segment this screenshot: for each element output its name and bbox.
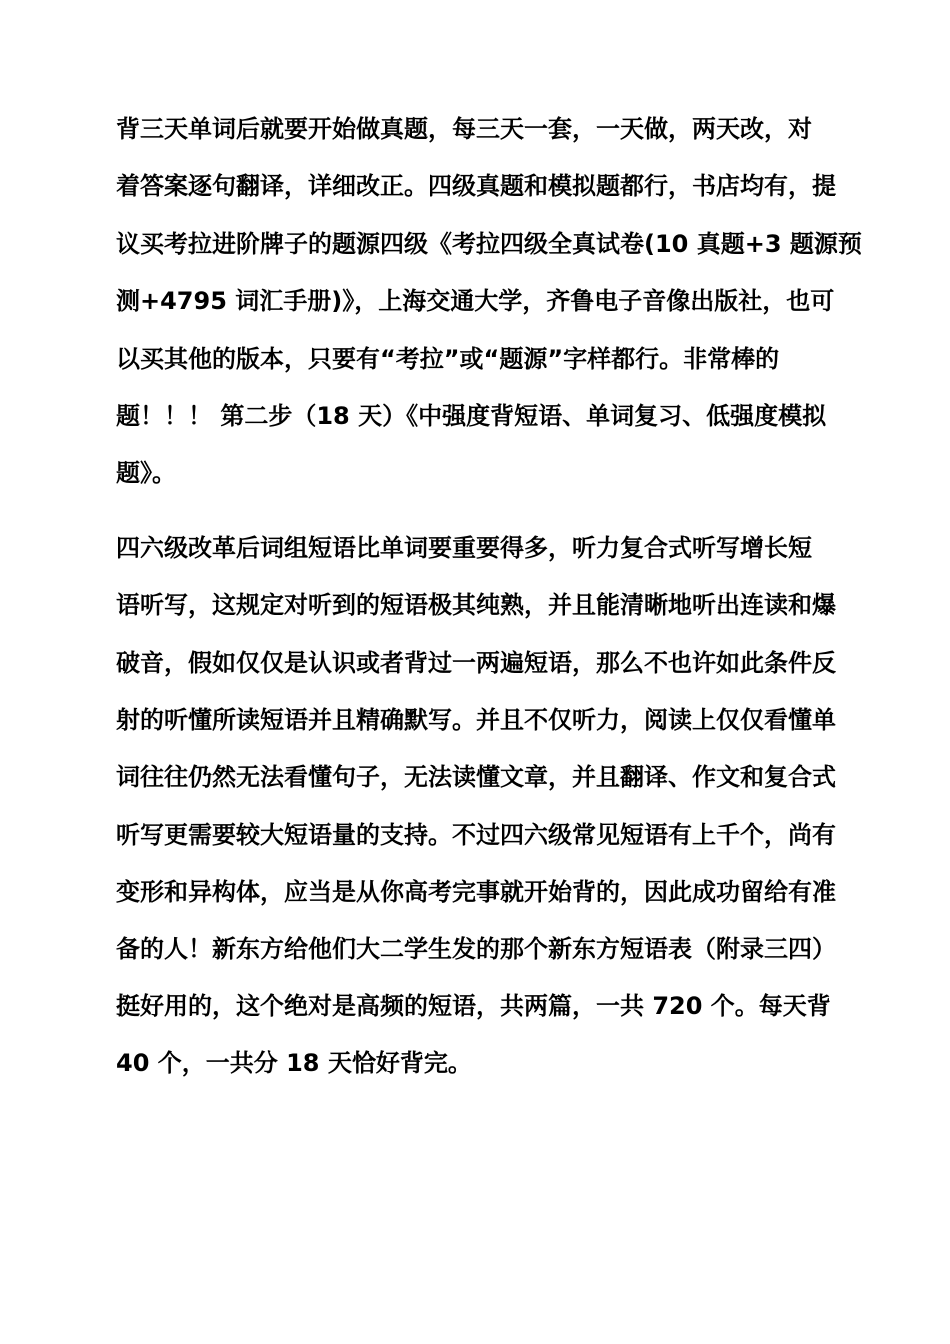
paragraph-line: 备的人！新东方给他们大二学生发的那个新东方短语表（附录三四） xyxy=(116,935,836,963)
paragraph-line: 议买考拉进阶牌子的题源四级《考拉四级全真试卷(10 真题+3 题源预 xyxy=(116,230,862,258)
paragraph-line: 语听写，这规定对听到的短语极其纯熟，并且能清晰地听出连读和爆 xyxy=(116,591,836,619)
paragraph-line: 题》。 xyxy=(116,459,176,487)
paragraph-line: 变形和异构体，应当是从你高考完事就开始背的，因此成功留给有准 xyxy=(116,878,836,906)
paragraph-line: 着答案逐句翻译，详细改正。四级真题和模拟题都行，书店均有，提 xyxy=(116,172,836,200)
paragraph-line: 题！！！ 第二步（18 天）《中强度背短语、单词复习、低强度模拟 xyxy=(116,402,827,430)
paragraph-line: 挺好用的，这个绝对是高频的短语，共两篇，一共 720 个。每天背 xyxy=(116,992,831,1020)
paragraph-line: 背三天单词后就要开始做真题，每三天一套，一天做，两天改，对 xyxy=(116,115,812,143)
paragraph-line: 听写更需要较大短语量的支持。不过四六级常见短语有上千个，尚有 xyxy=(116,821,836,849)
paragraph-line: 射的听懂所读短语并且精确默写。并且不仅听力，阅读上仅仅看懂单 xyxy=(116,706,836,734)
paragraph-line: 以买其他的版本，只要有“考拉”或“题源”字样都行。非常棒的 xyxy=(116,345,780,373)
paragraph-line: 破音，假如仅仅是认识或者背过一两遍短语，那么不也许如此条件反 xyxy=(116,649,836,677)
paragraph-line: 词往往仍然无法看懂句子，无法读懂文章，并且翻译、作文和复合式 xyxy=(116,763,836,791)
paragraph-line: 测+4795 词汇手册)》，上海交通大学，齐鲁电子音像出版社，也可 xyxy=(116,287,835,315)
paragraph-line: 四六级改革后词组短语比单词要重要得多，听力复合式听写增长短 xyxy=(116,534,812,562)
paragraph-line: 40 个，一共分 18 天恰好背完。 xyxy=(116,1049,472,1077)
